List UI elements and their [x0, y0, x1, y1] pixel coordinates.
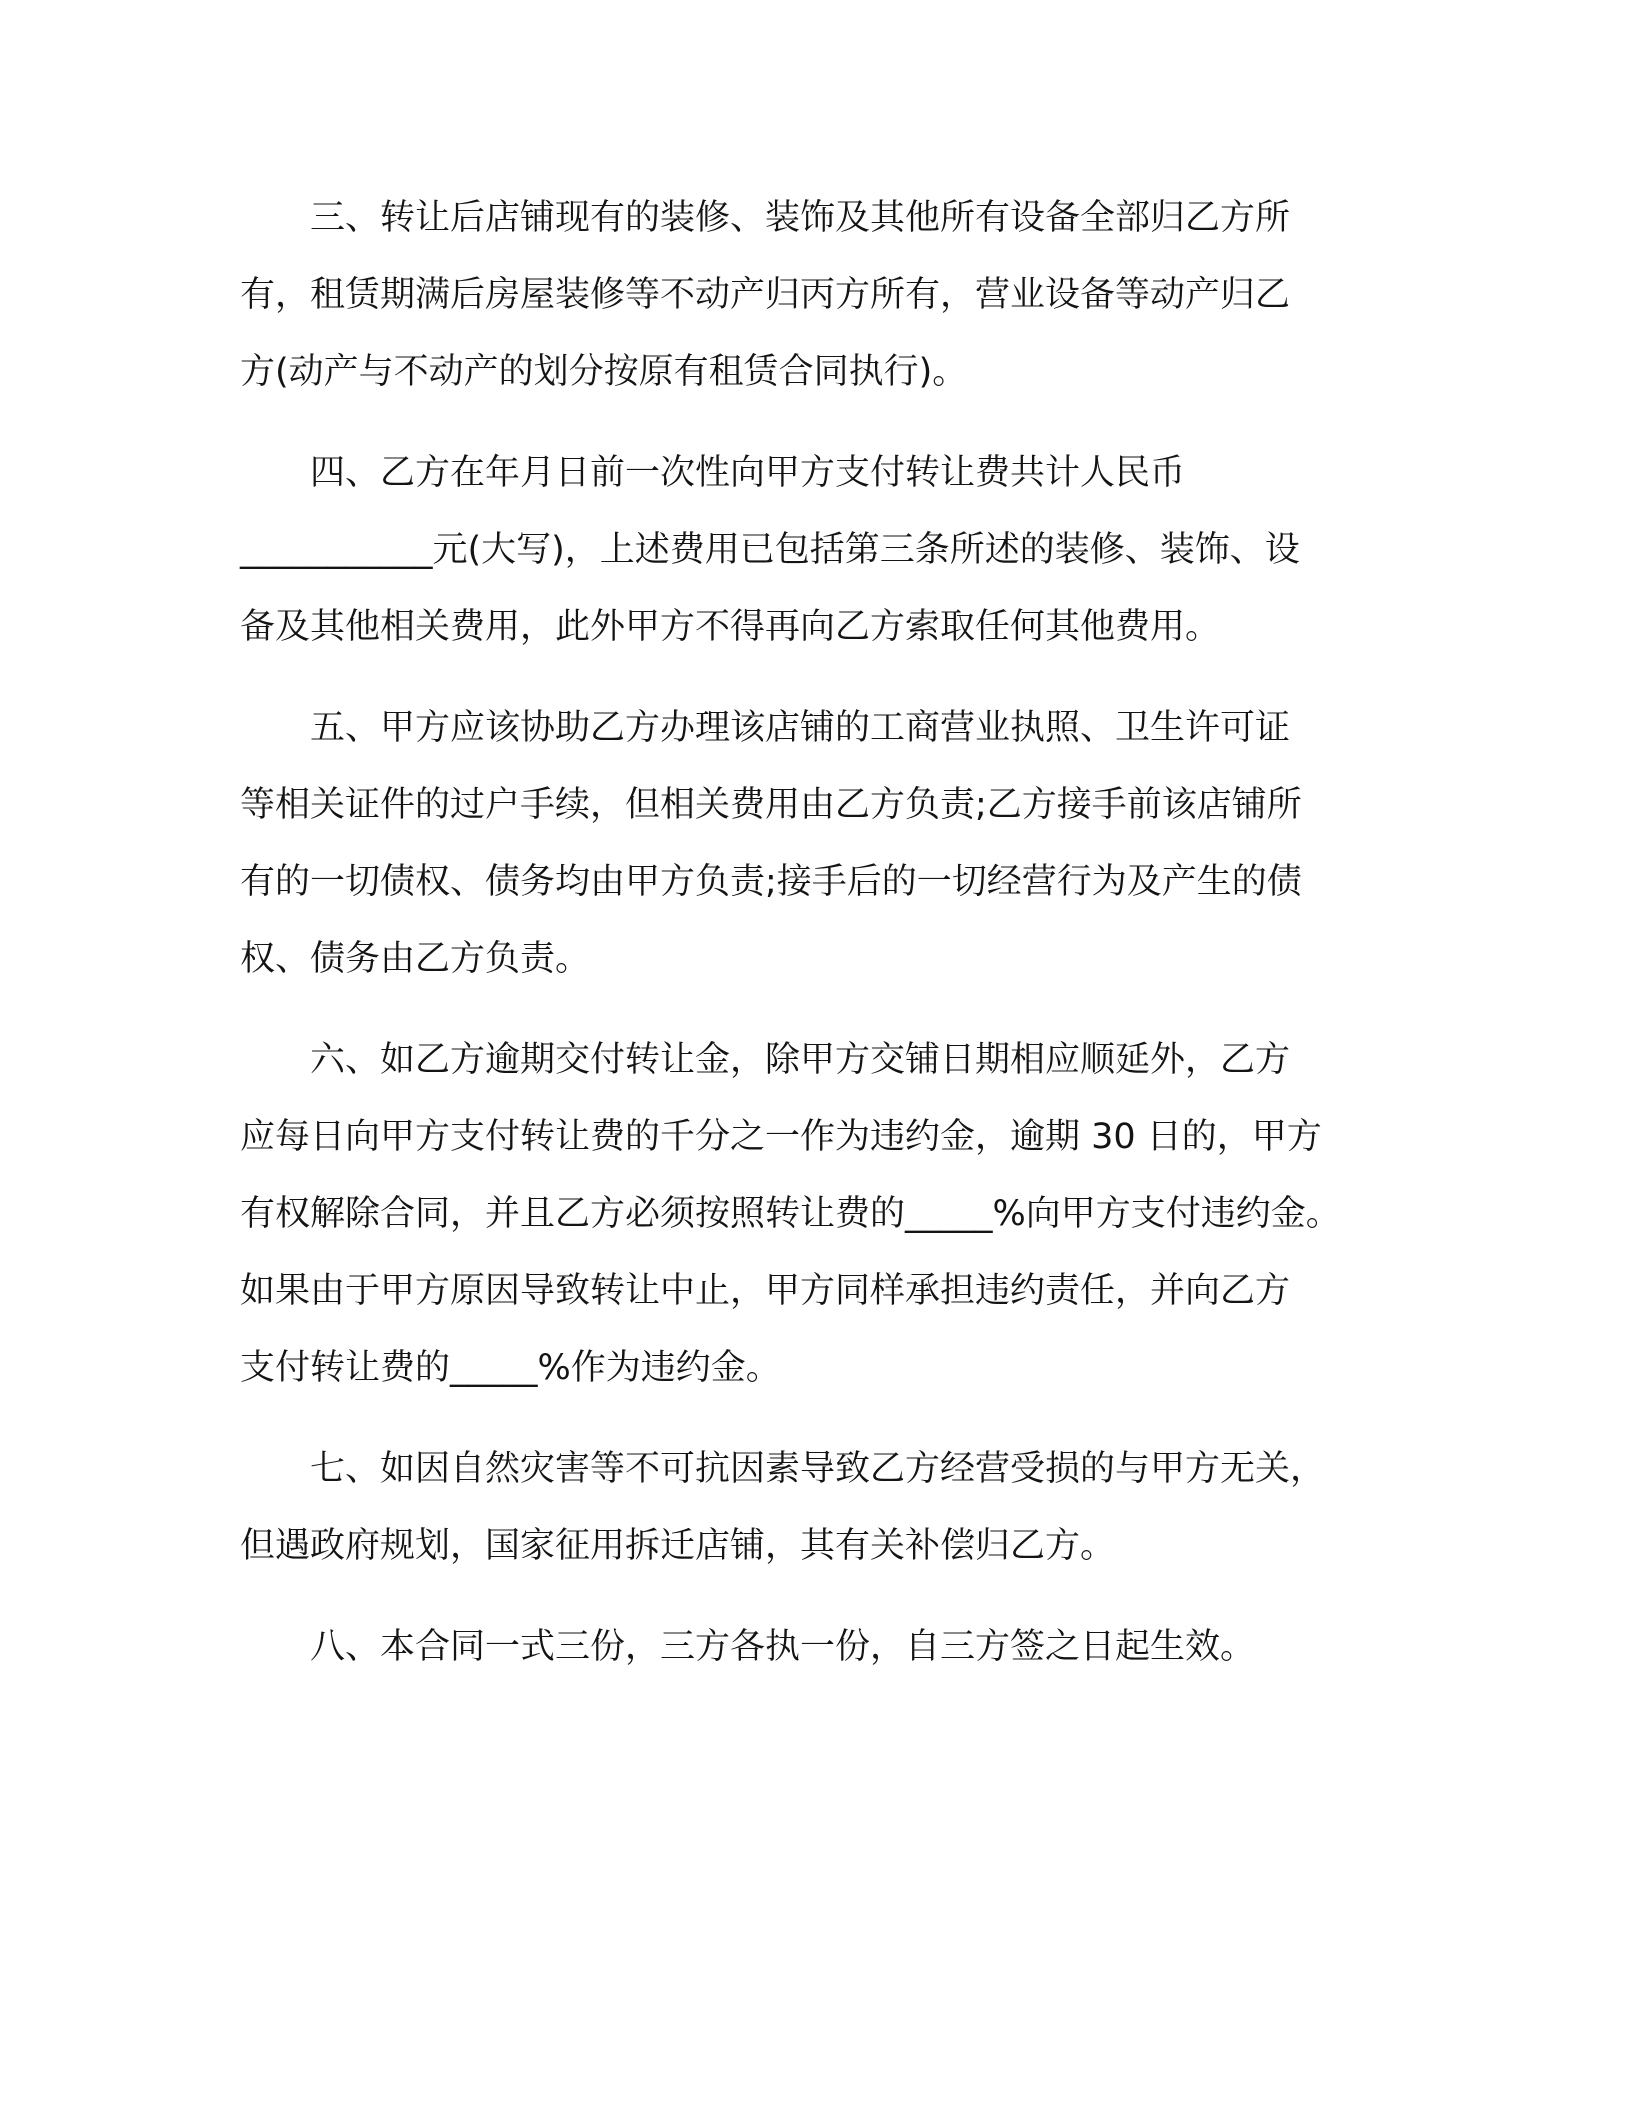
- clause-6-line-5: 支付转让费的_____%作为违约金。: [240, 1348, 781, 1388]
- clause-5-line-3: 有的一切债权、债务均由甲方负责;接手后的一切经营行为及产生的债: [240, 862, 1302, 902]
- clause-3-paragraph: [240, 180, 1400, 411]
- clause-5-line-1: 五、甲方应该协助乙方办理该店铺的工商营业执照、卫生许可证: [310, 708, 1291, 748]
- clause-6-line-1: 六、如乙方逾期交付转让金，除甲方交铺日期相应顺延外，乙方: [310, 1040, 1291, 1080]
- clause-3-line-1: 三、转让后店铺现有的装修、装饰及其他所有设备全部归乙方所: [310, 198, 1291, 238]
- clause-3-line-2: 有，租赁期满后房屋装修等不动产归丙方所有，营业设备等动产归乙: [240, 275, 1291, 315]
- clause-4-line-1: 四、乙方在年月日前一次性向甲方支付转让费共计人民币: [310, 453, 1186, 493]
- clause-6-line-4: 如果由于甲方原因导致转让中止，甲方同样承担违约责任，并向乙方: [240, 1271, 1291, 1311]
- clause-7-paragraph: [240, 1431, 1400, 1585]
- clause-4-paragraph: [240, 435, 1400, 666]
- clause-5-line-2: 等相关证件的过户手续，但相关费用由乙方负责;乙方接手前该店铺所: [240, 785, 1302, 825]
- clause-7-line-1: 七、如因自然灾害等不可抗因素导致乙方经营受损的与甲方无关，: [310, 1449, 1326, 1489]
- clause-4-line-3: 备及其他相关费用，此外甲方不得再向乙方索取任何其他费用。: [240, 607, 1221, 647]
- clause-6-line-3: 有权解除合同，并且乙方必须按照转让费的_____%向甲方支付违约金。: [240, 1194, 1341, 1234]
- clause-5-paragraph: [240, 690, 1400, 998]
- clause-5-line-4: 权、债务由乙方负责。: [240, 939, 591, 979]
- clause-4-line-2: ___________元(大写)，上述费用已包括第三条所述的装修、装饰、设: [240, 530, 1300, 570]
- clause-6-paragraph: [240, 1022, 1400, 1407]
- clause-3-line-3: 方(动产与不动产的划分按原有租赁合同执行)。: [240, 352, 968, 392]
- document-body: [240, 180, 1400, 1710]
- clause-6-line-2: 应每日向甲方支付转让费的千分之一作为违约金，逾期 30 日的，甲方: [240, 1117, 1322, 1157]
- clause-7-line-2: 但遇政府规划，国家征用拆迁店铺，其有关补偿归乙方。: [240, 1526, 1116, 1566]
- clause-8-paragraph: [240, 1609, 1400, 1686]
- clause-8-line-1: 八、本合同一式三份，三方各执一份，自三方签之日起生效。: [310, 1627, 1256, 1667]
